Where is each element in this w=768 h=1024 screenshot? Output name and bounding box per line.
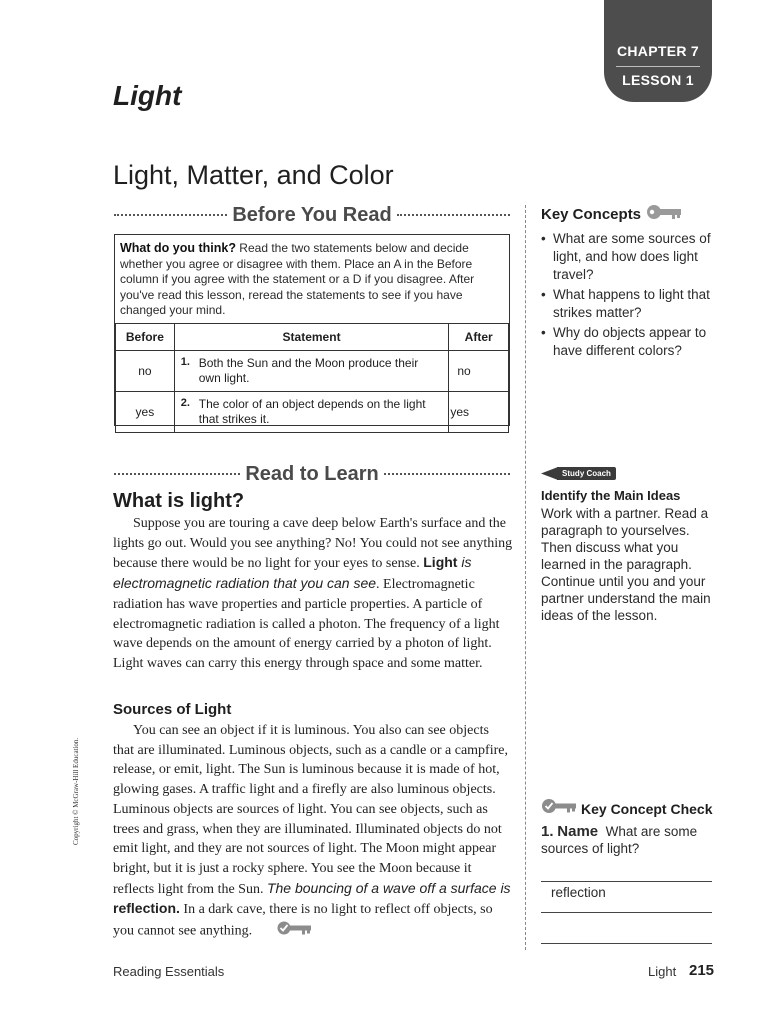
anticipation-guide: [114, 234, 510, 426]
column-header-statement: Statement: [174, 324, 449, 351]
answer-line: [541, 943, 712, 944]
column-header-before: Before: [116, 324, 175, 351]
table-row: [116, 351, 509, 392]
chapter-title: Light: [113, 80, 182, 111]
key-concept-question: [541, 823, 716, 857]
table-row: [116, 392, 509, 433]
statement-text: Both the Sun and the Moon produce their own light.: [198, 356, 419, 385]
dotted-rule: [114, 214, 227, 216]
section-heading-label: Read to Learn: [245, 462, 379, 485]
key-concept-check-heading: Key Concept Check: [581, 800, 713, 817]
question-text: What are some sources of light?: [541, 824, 698, 856]
list-item: • What are some sources of light, and how does light travel?: [541, 230, 716, 284]
prompt-lead: What do you think?: [120, 241, 236, 255]
check-key-icon: [256, 920, 312, 943]
paragraph-text: . Electromagnetic radiation has wave properties and particle properties. A particle of electromagnetic radiation is called a photon. The frequency of a light wave depends on the amount of energy carried by a photon of light. Light waves can carry this energy through space and some matter.: [113, 577, 500, 671]
dotted-rule: [384, 473, 510, 475]
question-number: 1.: [541, 823, 554, 840]
paragraph-what-is-light: [113, 514, 513, 674]
study-coach-box: [541, 487, 716, 624]
after-answer-field[interactable]: no: [449, 351, 509, 392]
paragraph-sources-of-light: [113, 721, 513, 943]
after-answer-field[interactable]: yes: [449, 392, 509, 433]
prompt-text: Read the two statements below and decide whether you agree or disagree with them. Place an A in the Before column if you agree with the statement or a D if you disagree. After you've read this lesson, reread the statements to see if you have changed your mind.: [120, 241, 475, 317]
chapter-label: CHAPTER 7: [616, 43, 700, 59]
paragraph-text: You can see an object if it is luminous. You also can see objects that are illuminated. Luminous objects, such as a candle or a campfire, release, or emit, light. The Sun is luminous because it is made of hot, glowing gases. A traffic light and a firefly are also luminous objects. Luminous objects are sources of light. You can see objects, such as trees and grass, when they are illuminated. Illuminated objects do not emit light, and they are not sources of light. The Moon might appear bright, but it is just a rocky sphere. You see the Moon because it reflects light from the Sun.: [113, 723, 508, 897]
footer-section: Light: [648, 964, 677, 979]
answer-field[interactable]: reflection: [551, 885, 606, 900]
study-coach-text: Work with a partner. Read a paragraph to yourselves. Then discuss what you learned in the paragraph. Continue until you and your partner understand the main ideas of the lesson.: [541, 506, 711, 623]
anticipation-table: [115, 323, 509, 433]
before-answer-field[interactable]: no: [116, 351, 175, 392]
tab-divider: [616, 66, 700, 67]
term-light: Light: [423, 554, 458, 571]
copyright-notice: Copyright © McGraw-Hill Education.: [72, 737, 80, 845]
footer-publication: Reading Essentials: [113, 964, 225, 979]
table-header-row: [116, 324, 509, 351]
study-coach-badge: [541, 466, 616, 481]
key-concepts-heading: Key Concepts: [541, 206, 642, 223]
key-concept-check-header: [541, 797, 716, 820]
statement-cell: [174, 351, 449, 392]
statement-cell: [174, 392, 449, 433]
chapter-tab: [604, 0, 712, 102]
statement-text: The color of an object depends on the light that strikes it.: [198, 397, 426, 426]
key-concepts-list: [541, 230, 716, 360]
key-icon: [646, 203, 682, 226]
statement-number: 1.: [180, 356, 190, 368]
key-concepts-box: [541, 203, 716, 362]
dotted-rule: [114, 473, 240, 475]
column-divider: [525, 205, 526, 950]
read-to-learn-heading: [114, 463, 510, 485]
column-header-after: After: [449, 324, 509, 351]
study-coach-label: Study Coach: [557, 467, 616, 480]
paragraph-text: In a dark cave, there is no light to reflect off objects, so you cannot see anything.: [113, 902, 493, 939]
what-is-light-heading: What is light?: [113, 490, 245, 512]
list-item: • What happens to light that strikes matter?: [541, 286, 716, 322]
answer-line: [541, 912, 712, 913]
lesson-label: LESSON 1: [622, 72, 694, 88]
page-number: 215: [689, 962, 715, 979]
key-concept-check: [541, 797, 716, 857]
dotted-rule: [397, 214, 510, 216]
answer-line: [541, 881, 712, 882]
paragraph-text: Suppose you are touring a cave deep below Earth's surface and the lights go out. Would you see anything? No! You could not see anything because there would be no light for your eyes to sense.: [113, 516, 513, 572]
statement-number: 2.: [180, 397, 190, 409]
key-concepts-header: [541, 203, 716, 226]
question-verb: Name: [557, 823, 599, 840]
section-heading-label: Before You Read: [232, 203, 392, 226]
guide-instructions: [115, 235, 509, 315]
study-coach-heading: Identify the Main Ideas: [541, 488, 681, 503]
lesson-title: Light, Matter, and Color: [113, 160, 394, 190]
definition-reflection: The bouncing of a wave off a surface is: [266, 879, 511, 896]
definition-light: is electromagnetic radiation that you can see: [113, 554, 472, 592]
check-key-icon: [541, 797, 577, 820]
before-answer-field[interactable]: yes: [116, 392, 175, 433]
before-you-read-heading: [114, 204, 510, 226]
list-item: • Why do objects appear to have different colors?: [541, 324, 716, 360]
sources-of-light-heading: Sources of Light: [113, 701, 232, 718]
term-reflection: reflection.: [113, 900, 180, 917]
